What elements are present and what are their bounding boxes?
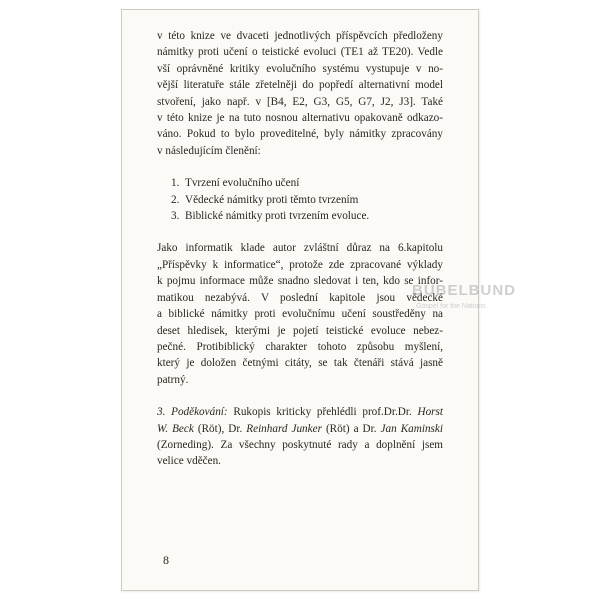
list-item: [171, 208, 443, 224]
text-line: deset hledisek, kterými je pojetí teistické evoluce nebez-: [157, 324, 443, 337]
ack-text: (Röt), Dr.: [193, 422, 247, 435]
list-text: Biblické námitky proti tvrzením evoluce.: [185, 210, 370, 223]
acknowledgement-label: 3. Poděkování:: [157, 406, 228, 419]
text-line: a biblické námitky proti evolučnímu učení soustředěny na: [157, 308, 443, 321]
person-name: Jan Kaminski: [380, 422, 443, 435]
watermark-logo: BUBELBUND: [412, 282, 516, 299]
ack-text: Rukopis kriticky přehlédli prof.Dr.Dr.: [227, 406, 418, 419]
page-text: [157, 28, 443, 470]
text-line: Jako informatik klade autor zvláštní důraz na 6.kapitolu: [157, 242, 443, 255]
ack-text: (Röt) a Dr.: [321, 422, 381, 435]
text-line: k pojmu informace může snadno sledovat i ten, kdo se infor-: [157, 275, 443, 288]
paragraph-informatics: [157, 240, 443, 388]
text-line: (Zorneding). Za všechny poskytnuté rady a doplnění jsem: [157, 438, 443, 451]
theses-list: [171, 175, 443, 224]
person-name: Horst: [417, 406, 443, 419]
list-number: 2.: [171, 193, 180, 206]
text-line: patrný.: [157, 373, 189, 386]
person-name: Reinhard Junker: [246, 422, 322, 435]
list-item: [171, 192, 443, 208]
text-line: velice vděčen.: [157, 455, 221, 468]
text-line: který je doložen četnými citáty, se tak čtenáři stává jasně: [157, 357, 443, 370]
paragraph-acknowledgement: [157, 404, 443, 470]
text-line: pečné. Protibiblický charakter tohoto způsobu myšlení,: [157, 340, 443, 353]
list-text: Vědecké námitky proti těmto tvrzením: [185, 193, 359, 206]
text-line: v této knize ve dvaceti jednotlivých příspěvcích předloženy: [157, 30, 443, 42]
list-number: 1.: [171, 177, 180, 190]
text-line: „Příspěvky k informatice“, protože zde zpracované výklady: [157, 258, 443, 271]
list-number: 3.: [171, 210, 180, 223]
list-text: Tvrzení evolučního učení: [185, 177, 300, 190]
text-line: vější literatuře stále zřetelněji do popředí alternativní model: [157, 79, 443, 92]
text-line: v následujícím členění:: [157, 144, 261, 157]
text-line: stvoření, jako např. v [B4, E2, G3, G5, G7, J2, J3]. Také: [157, 95, 443, 108]
page-number: 8: [163, 553, 169, 567]
paragraph-intro: [157, 28, 443, 159]
text-line: námitky proti učení o teistické evoluci (TE1 až TE20). Vedle: [157, 46, 443, 59]
watermark-tagline: Gospel for the Nations: [416, 303, 486, 310]
text-line: matikou nezabývá. V poslední kapitole jsou vědecké: [157, 291, 443, 304]
text-line: vší oprávněné kritiky evolučního systému vystupuje v no-: [157, 62, 443, 75]
text-line: [157, 421, 443, 437]
watermark: [412, 282, 516, 314]
text-line: v této knize je na tuto nosnou alternativu opakovaně odkazo-: [157, 112, 443, 125]
text-line: váno. Pokud to bylo proveditelné, byly námitky zpracovány: [157, 128, 443, 141]
person-name: W. Beck: [157, 422, 194, 435]
text-line: [157, 404, 443, 420]
list-item: [171, 175, 443, 191]
